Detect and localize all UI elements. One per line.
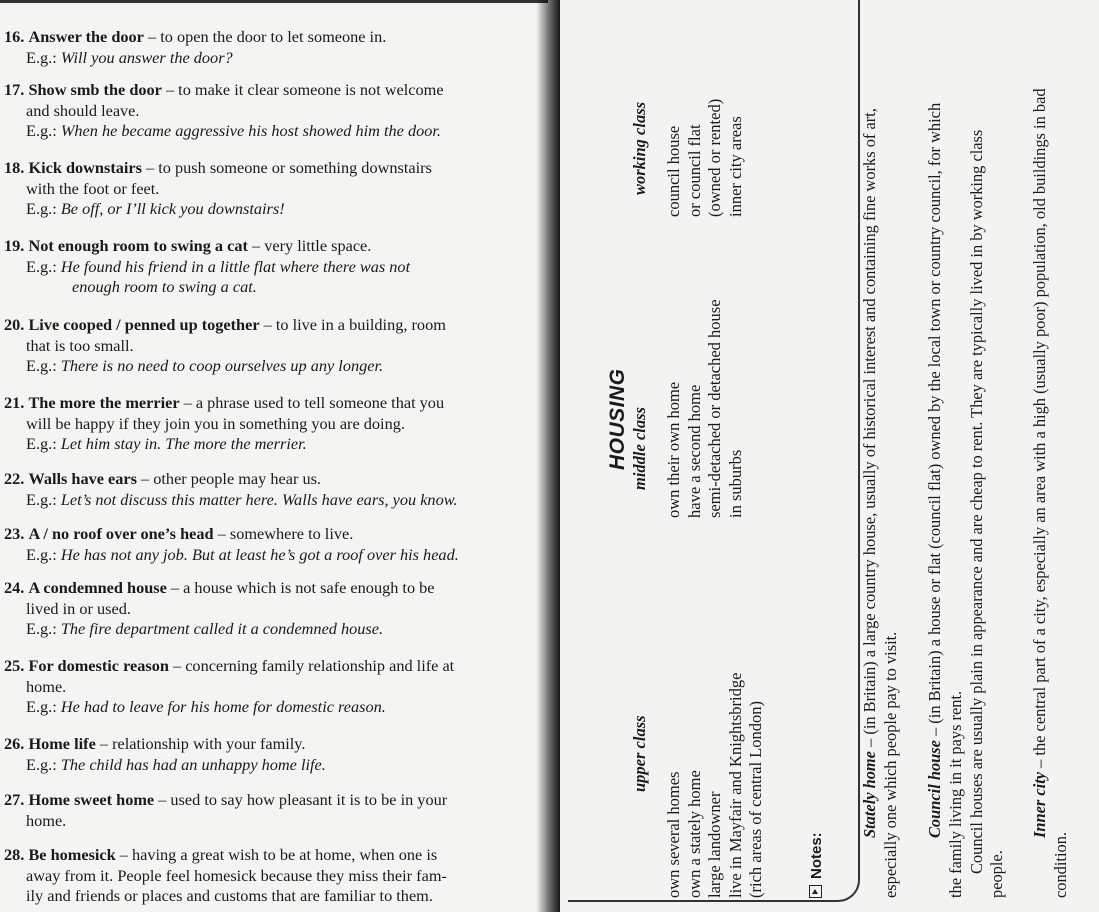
entry-22: 22. Walls have ears – other people may hear us. E.g.: Let’s not discuss this matter here. Walls have ears, you know. — [4, 469, 458, 509]
list-item: own a stately home — [684, 770, 704, 898]
note-inner-city: Inner city – the central part of a city, especially an area with a high (usually poor) population, old buildings in bad condition. — [1030, 88, 1070, 898]
list-item: own several homes — [664, 771, 683, 898]
entry-20: 20. Live cooped / penned up together – to live in a building, room that is too small. E.g.: There is no need to coop ourselves up any longer. — [4, 315, 446, 376]
note-council-house: Council house – (in Britain) a house or flat (council flat) owned by the local town or country council, for which the family living in it pays rent. Council houses are usually plain in appearance and are cheap to rent. They are typically lived in by working class people. — [925, 102, 1007, 898]
entry-21: 21. The more the merrier – a phrase used to tell someone that you will be happy if they join you in something you are doing. E.g.: Let him stay in. The more the merrier. — [4, 393, 445, 454]
entry-19: 19. Not enough room to swing a cat – very little space. E.g.: He found his friend in a little flat where there was not enough room to swing a cat. — [4, 236, 411, 297]
entry-24: 24. A condemned house – a house which is not safe enough to be lived in or used. E.g.: The fire department called it a condemned house. — [4, 578, 435, 639]
middle-class-heading: middle class — [630, 407, 649, 490]
rotated-content — [560, 0, 1099, 912]
list-item: or council flat — [684, 124, 704, 217]
working-class-list — [664, 99, 746, 217]
list-item: semi-detached or detached house — [705, 299, 725, 518]
notes-heading: Notes: — [808, 832, 825, 898]
housing-title: HOUSING — [606, 368, 629, 470]
play-box-icon — [809, 885, 822, 898]
list-item: own their own home — [664, 381, 683, 518]
book-spine-shadow — [536, 0, 560, 912]
list-item: (owned or rented) — [705, 98, 725, 217]
entry-18: 18. Kick downstairs – to push someone or something downstairs with the foot or feet. E.g.: Be off, or I’ll kick you downstairs! — [4, 158, 432, 219]
entry-17: 17. Show smb the door – to make it clear someone is not welcome and should leave. E.g.: When he became aggressive his host showed him the door. — [4, 80, 444, 141]
entry-28: 28. Be homesick – having a great wish to be at home, when one is away from it. People feel homesick because they miss their fam- ily and friends or places and customs that are familiar to them. — [4, 845, 447, 906]
working-class-heading: working class — [630, 101, 649, 195]
housing-table-box — [568, 0, 860, 902]
entry-25: 25. For domestic reason – concerning family relationship and life at home. E.g.: He had to leave for his home for domestic reason. — [4, 656, 455, 717]
entry-26: 26. Home life – relationship with your family. E.g.: The child has had an unhappy home life. — [4, 734, 326, 774]
list-item: have a second home — [684, 384, 704, 518]
entry-23: 23. A / no roof over one’s head – somewhere to live. E.g.: He has not any job. But at least he’s got a roof over his head. — [4, 524, 459, 564]
list-item: in suburbs — [725, 449, 745, 518]
list-item: live in Mayfair and Knightsbridge — [725, 672, 745, 898]
list-item: council house — [664, 125, 683, 217]
list-item: inner city areas — [725, 116, 745, 217]
entry-16: 16. Answer the door – to open the door to let someone in. E.g.: Will you answer the door? — [4, 27, 387, 67]
upper-class-list — [664, 673, 767, 898]
list-item: (rich areas of central London) — [746, 701, 766, 898]
top-rule — [0, 0, 548, 3]
right-page — [560, 0, 1099, 912]
list-item: large landowner — [705, 791, 725, 898]
entry-27: 27. Home sweet home – used to say how pleasant it is to be in your home. — [4, 790, 448, 830]
note-stately-home: Stately home – (in Britain) a large country house, usually of historical interest and containing fine works of art, especially one which people pay to visit. — [860, 108, 900, 898]
middle-class-list — [664, 299, 746, 518]
upper-class-heading: upper class — [630, 715, 649, 792]
left-page — [0, 0, 548, 912]
